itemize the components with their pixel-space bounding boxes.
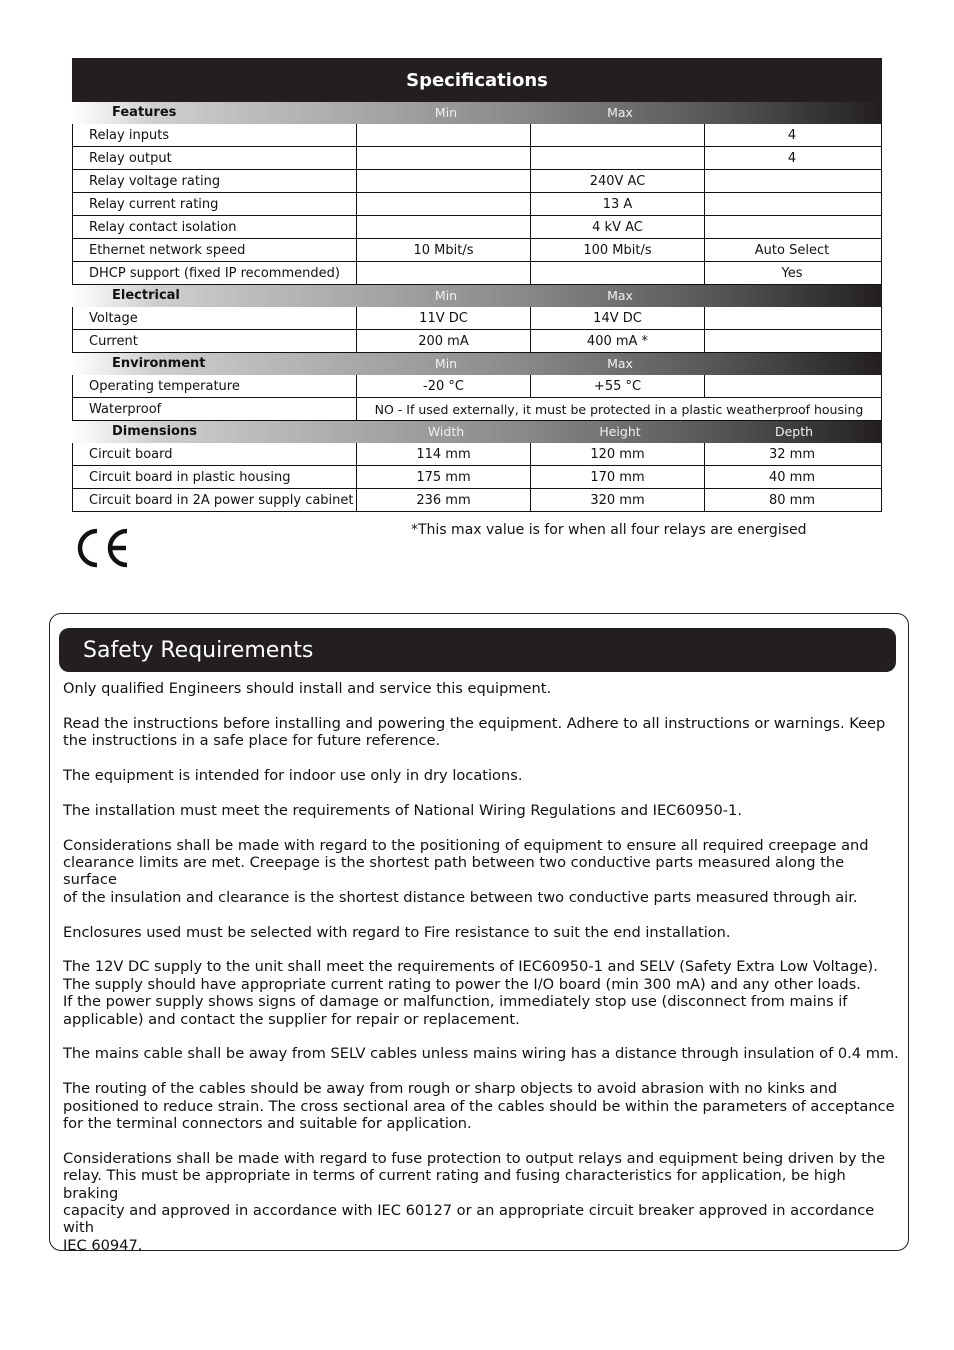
row-value: 80 mm xyxy=(768,492,815,508)
section-name: Dimensions xyxy=(112,424,197,439)
row-value xyxy=(705,216,879,238)
section-header-features xyxy=(72,102,882,124)
row-value xyxy=(705,307,879,329)
row-value: 200 mA xyxy=(357,330,531,352)
row-label: Current xyxy=(73,330,357,352)
row-label: Relay inputs xyxy=(73,124,357,146)
row-value: 13 A xyxy=(531,193,705,215)
row-value: 40 mm xyxy=(768,469,815,485)
row-value: 4 xyxy=(787,127,797,143)
table-row xyxy=(72,262,882,285)
row-value xyxy=(357,216,531,238)
table-row xyxy=(72,443,882,466)
row-label: Relay contact isolation xyxy=(73,216,357,238)
section-name: Electrical xyxy=(112,288,180,303)
row-value: -20 °C xyxy=(357,375,531,397)
table-row xyxy=(72,330,882,353)
row-label: Circuit board in plastic housing xyxy=(73,466,357,488)
row-value xyxy=(531,262,705,284)
row-value: +55 °C xyxy=(531,375,705,397)
safety-requirements-panel xyxy=(49,613,909,1254)
row-value xyxy=(705,170,879,192)
row-value: 120 mm xyxy=(531,443,705,465)
table-row xyxy=(72,307,882,330)
row-value xyxy=(531,147,705,169)
row-label: Waterproof xyxy=(73,398,357,420)
row-value xyxy=(705,193,879,215)
row-value xyxy=(357,193,531,215)
safety-paragraph: Considerations shall be made with regard to fuse protection to output relays and equipment being driven by the relay. This must be appropriate in terms of current rating and fusing characteristics for application, be high braking capacity and approved in accordance with IEC 60127 or an appropriate circuit breaker approved in accordance with IEC 60947. xyxy=(63,1149,886,1254)
safety-paragraph: Enclosures used must be selected with regard to Fire resistance to suit the end installation. xyxy=(63,923,731,941)
table-row xyxy=(72,239,882,262)
row-label: Voltage xyxy=(73,307,357,329)
row-value: 236 mm xyxy=(357,489,531,511)
specifications-body xyxy=(72,102,882,512)
section-name: Environment xyxy=(112,356,206,371)
column-header: Width xyxy=(427,424,465,439)
max-value-footnote: *This max value is for when all four relays are energised xyxy=(411,522,807,538)
table-row xyxy=(72,375,882,398)
row-value: 32 mm xyxy=(768,446,815,462)
table-row xyxy=(72,466,882,489)
safety-title: Safety Requirements xyxy=(59,628,896,672)
row-value: 4 kV AC xyxy=(531,216,705,238)
row-value: 170 mm xyxy=(531,466,705,488)
safety-paragraph: The equipment is intended for indoor use only in dry locations. xyxy=(63,767,523,784)
row-value: Auto Select xyxy=(754,242,830,258)
specifications-title: Specifications xyxy=(72,58,882,102)
safety-paragraph: Considerations shall be made with regard to the positioning of equipment to ensure all required creepage and clearance limits are met. Creepage is the shortest path between two conductive parts measured along the surface of the insulation and clearance is the shortest distance between two conductive parts measured through air. xyxy=(63,836,869,906)
row-label: DHCP support (fixed IP recommended) xyxy=(73,262,357,284)
section-header-electrical xyxy=(72,285,882,307)
specifications-table xyxy=(72,58,882,512)
table-row xyxy=(72,124,882,147)
section-header-environment xyxy=(72,353,882,375)
row-value: 4 xyxy=(787,150,797,166)
table-row xyxy=(72,170,882,193)
table-row xyxy=(72,216,882,239)
table-row xyxy=(72,147,882,170)
table-row xyxy=(72,398,882,421)
column-header: Min xyxy=(434,288,458,303)
safety-paragraph: The routing of the cables should be away from rough or sharp objects to avoid abrasion with no kinks and positioned to reduce strain. The cross sectional area of the cables should be within the parameters of acceptance for the terminal connectors and suitable for application. xyxy=(63,1080,895,1133)
row-label: Relay current rating xyxy=(73,193,357,215)
column-header: Max xyxy=(607,288,633,303)
column-header: Max xyxy=(607,356,633,371)
table-row xyxy=(72,193,882,216)
safety-paragraph: The installation must meet the requirements of National Wiring Regulations and IEC60950-1. xyxy=(63,801,742,819)
row-value xyxy=(357,262,531,284)
safety-paragraph: The mains cable shall be away from SELV cables unless mains wiring has a distance through insulation of 0.4 mm. xyxy=(63,1045,899,1063)
section-name: Features xyxy=(112,105,177,120)
safety-paragraph: Only qualified Engineers should install and service this equipment. xyxy=(63,680,552,697)
row-value xyxy=(357,124,531,146)
row-value: 400 mA * xyxy=(531,330,705,352)
column-header: Max xyxy=(607,105,633,120)
row-value: 114 mm xyxy=(357,443,531,465)
column-header: Min xyxy=(434,105,458,120)
row-value xyxy=(357,170,531,192)
row-value: Yes xyxy=(781,265,803,281)
column-header: Min xyxy=(434,356,458,371)
column-header: Depth xyxy=(774,424,814,439)
row-value xyxy=(705,330,879,352)
safety-paragraph: Read the instructions before installing and powering the equipment. Adhere to all instructions or warnings. Keep the instructions in a safe place for future reference. xyxy=(63,714,886,750)
row-value: 11V DC xyxy=(357,307,531,329)
ce-mark-icon xyxy=(72,525,132,571)
column-header: Height xyxy=(599,424,641,439)
table-row xyxy=(72,489,882,512)
row-value: 100 Mbit/s xyxy=(531,239,705,261)
row-value-merged: NO - If used externally, it must be protected in a plastic weatherproof housing xyxy=(374,401,864,417)
section-header-dimensions xyxy=(72,421,882,443)
safety-body xyxy=(63,680,902,1272)
row-label: Ethernet network speed xyxy=(73,239,357,261)
row-value: 240V AC xyxy=(531,170,705,192)
row-value: 14V DC xyxy=(531,307,705,329)
row-value: 10 Mbit/s xyxy=(357,239,531,261)
row-label: Relay voltage rating xyxy=(73,170,357,192)
row-value: 175 mm xyxy=(357,466,531,488)
row-label: Circuit board xyxy=(73,443,357,465)
row-value: 320 mm xyxy=(531,489,705,511)
row-value xyxy=(357,147,531,169)
row-label: Circuit board in 2A power supply cabinet xyxy=(73,489,357,511)
row-value xyxy=(531,124,705,146)
row-label: Operating temperature xyxy=(73,375,357,397)
row-label: Relay output xyxy=(73,147,357,169)
safety-paragraph: The 12V DC supply to the unit shall meet the requirements of IEC60950-1 and SELV (Safety Extra Low Voltage). The supply should have appropriate current rating to power the I/O board (min 300 mA) and any other loads. If the power supply shows signs of damage or malfunction, immediately stop use (disconnect from mains if applicable) and contact the supplier for repair or replacement. xyxy=(63,958,878,1028)
row-value xyxy=(705,375,879,397)
